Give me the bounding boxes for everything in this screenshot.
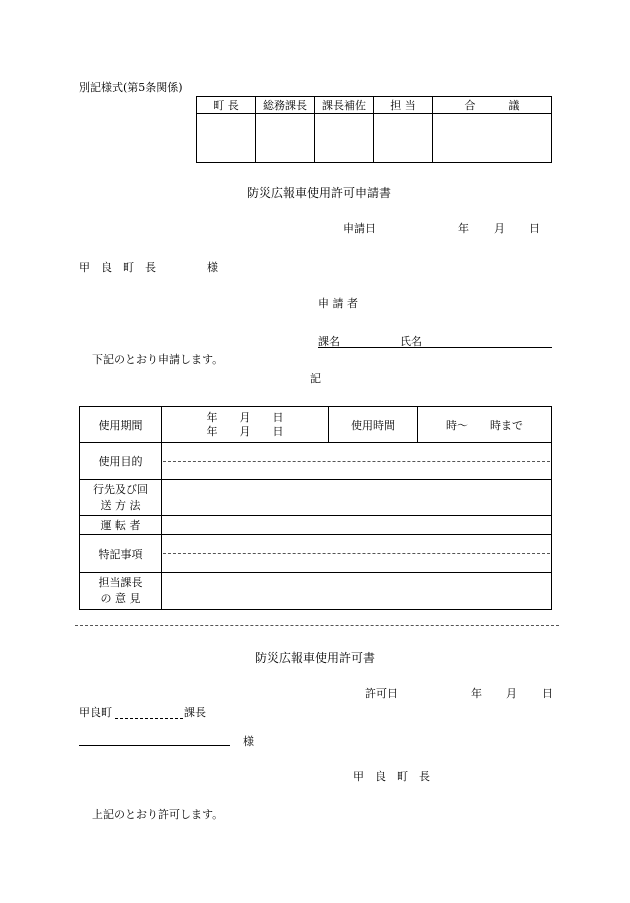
- permit-statement: 上記のとおり許可します。: [92, 808, 224, 821]
- opinion-label: [80, 573, 162, 610]
- application-date-month: 月: [494, 222, 505, 235]
- application-title: 防災広報車使用許可申請書: [247, 186, 392, 200]
- opinion-label-line2: の 意 見: [100, 592, 141, 605]
- application-details-table: [79, 406, 552, 610]
- notes-label: 特記事項: [80, 535, 162, 573]
- application-intro: 下記のとおり申請します。: [92, 353, 224, 366]
- stamp-header-assistant-chief: 課長補佐: [315, 97, 374, 114]
- form-reference: 別記様式(第5条関係): [79, 81, 183, 94]
- cut-line: [75, 625, 559, 626]
- ki-label: 記: [310, 372, 321, 385]
- addressee-sama: 様: [207, 261, 218, 274]
- stamp-box-assistant-chief[interactable]: [315, 114, 374, 163]
- permit-date-day: 日: [542, 687, 553, 700]
- permit-applicant-name-line[interactable]: [79, 745, 230, 746]
- application-date-year: 年: [458, 222, 469, 235]
- applicant-label: 申 請 者: [318, 297, 358, 310]
- notes-dotted-line: [163, 553, 550, 554]
- stamp-box-mayor[interactable]: [197, 114, 256, 163]
- period-end: 年 月 日: [206, 424, 284, 438]
- stamp-box-staff[interactable]: [374, 114, 433, 163]
- applicant-name-label: 氏名: [400, 335, 422, 348]
- notes-field[interactable]: [162, 535, 552, 573]
- permit-date-month: 月: [506, 687, 517, 700]
- stamp-header-consultation: 合 議: [433, 97, 552, 114]
- permit-title: 防災広報車使用許可書: [255, 651, 376, 665]
- driver-label: 運 転 者: [80, 516, 162, 535]
- purpose-dotted-line: [163, 461, 550, 462]
- addressee: 甲 良 町 長: [79, 261, 156, 274]
- permit-recipient-prefix: 甲良町: [79, 706, 112, 719]
- time-value[interactable]: 時～ 時まで: [418, 407, 552, 443]
- permit-issuer: 甲 良 町 長: [353, 770, 430, 783]
- purpose-field[interactable]: [162, 443, 552, 480]
- period-value[interactable]: [162, 407, 329, 443]
- time-label: 使用時間: [329, 407, 418, 443]
- application-date-label: 申請日: [343, 222, 376, 235]
- application-date-day: 日: [529, 222, 540, 235]
- period-label: 使用期間: [80, 407, 162, 443]
- permit-recipient-suffix: 課長: [184, 706, 206, 719]
- stamp-box-consultation[interactable]: [433, 114, 552, 163]
- permit-date-label: 許可日: [365, 687, 398, 700]
- permit-department-blank[interactable]: [115, 718, 183, 719]
- destination-label: [80, 480, 162, 516]
- period-start: 年 月 日: [206, 410, 284, 424]
- permit-date-year: 年: [471, 687, 482, 700]
- stamp-box-general-affairs-chief[interactable]: [256, 114, 315, 163]
- stamp-header-general-affairs-chief: 総務課長: [256, 97, 315, 114]
- opinion-field[interactable]: [162, 573, 552, 610]
- destination-label-line1: 行先及び回: [93, 482, 148, 496]
- purpose-label: 使用目的: [80, 443, 162, 480]
- stamp-header-staff: 担 当: [374, 97, 433, 114]
- permit-sama: 様: [243, 735, 254, 748]
- applicant-signature-line[interactable]: [318, 347, 552, 348]
- destination-label-line2: 送 方 法: [100, 498, 141, 512]
- stamp-header-mayor: 町 長: [197, 97, 256, 114]
- section-name-label: 課名: [318, 335, 340, 348]
- opinion-label-line1: 担当課長: [98, 576, 143, 589]
- driver-field[interactable]: [162, 516, 552, 535]
- destination-field[interactable]: [162, 480, 552, 516]
- approval-stamp-table: [196, 96, 552, 163]
